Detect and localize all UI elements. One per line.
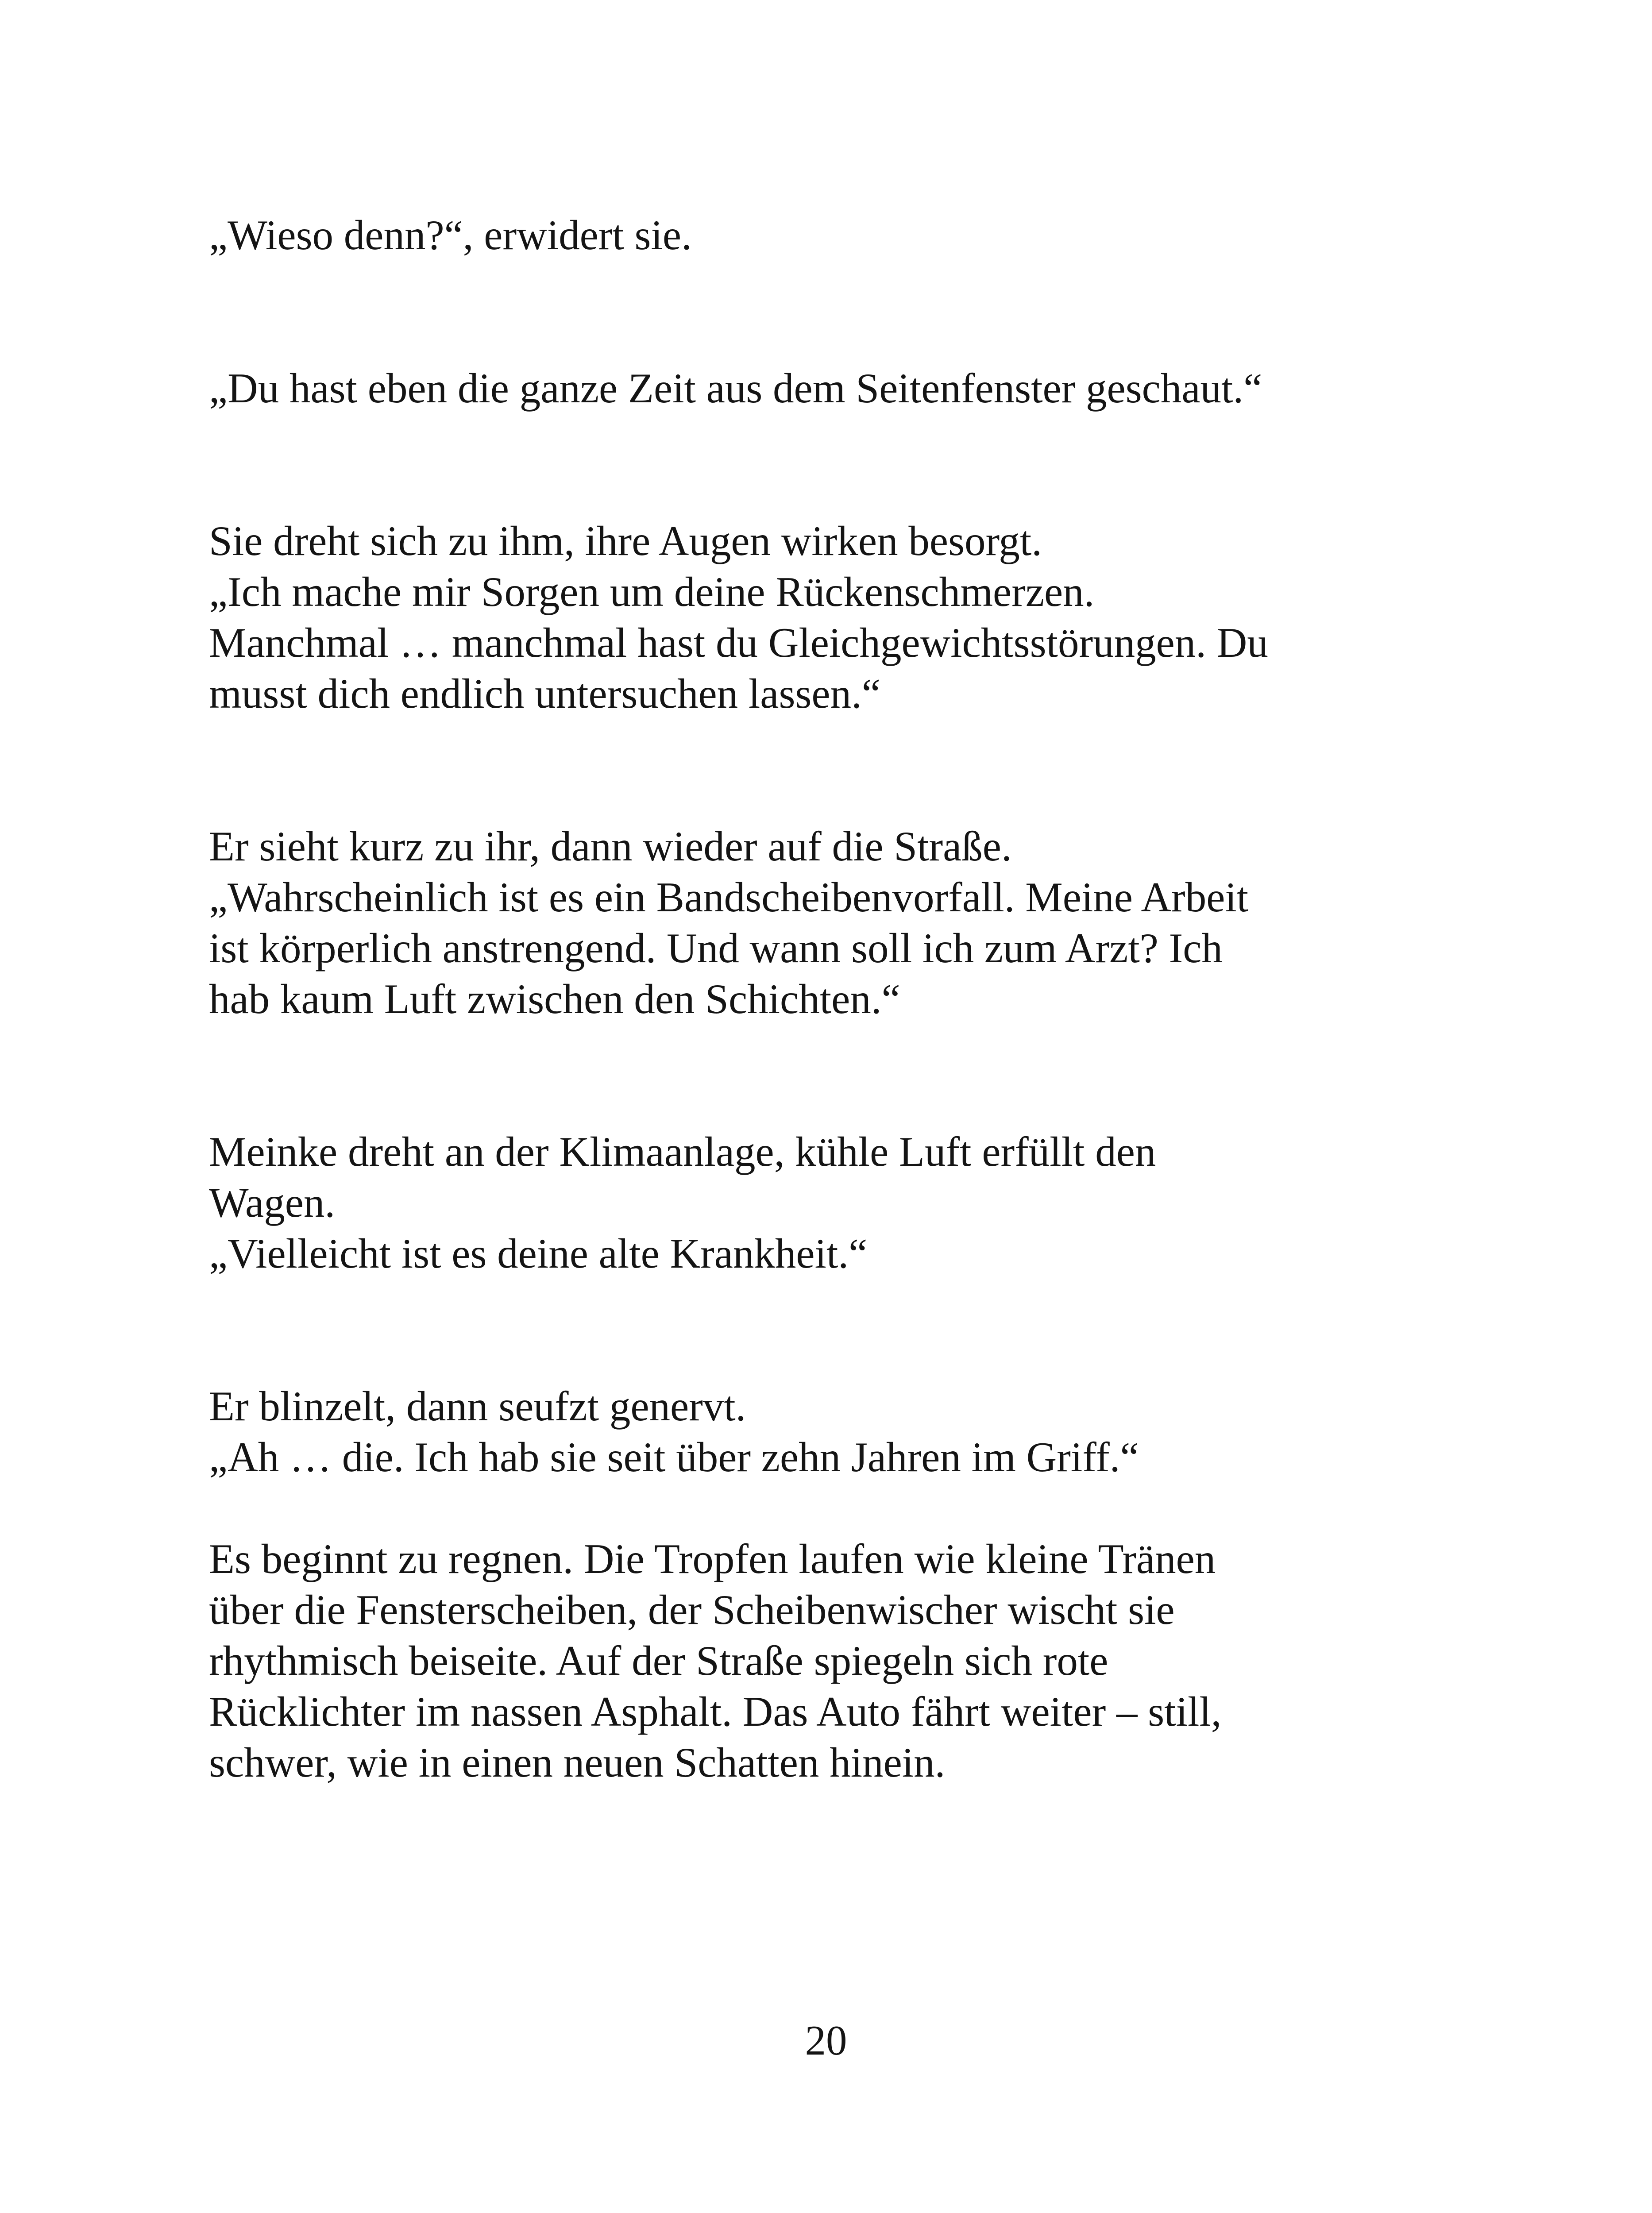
- text-line: Er blinzelt, dann seufzt genervt.: [209, 1383, 746, 1430]
- text-line: „Ah … die. Ich hab sie seit über zehn Jahren im Griff.“: [209, 1434, 1139, 1480]
- text-line: Manchmal … manchmal hast du Gleichgewichtsstörungen. Du: [209, 619, 1268, 666]
- paragraph: [209, 1534, 1404, 1788]
- text-line: „Wahrscheinlich ist es ein Bandscheibenvorfall. Meine Arbeit: [209, 874, 1249, 921]
- text-line: Rücklichter im nassen Asphalt. Das Auto fährt weiter – still,: [209, 1688, 1222, 1735]
- text-line: hab kaum Luft zwischen den Schichten.“: [209, 975, 900, 1022]
- text-line: Sie dreht sich zu ihm, ihre Augen wirken besorgt.: [209, 517, 1042, 564]
- paragraph: [209, 1381, 1404, 1483]
- text-line: musst dich endlich untersuchen lassen.“: [209, 670, 880, 717]
- paragraph: [209, 516, 1404, 719]
- text-line: ist körperlich anstrengend. Und wann soll ich zum Arzt? Ich: [209, 925, 1223, 972]
- text-line: über die Fensterscheiben, der Scheibenwischer wischt sie: [209, 1586, 1175, 1633]
- text-line: „Wieso denn?“, erwidert sie.: [209, 212, 692, 258]
- text-line: Wagen.: [209, 1179, 336, 1226]
- text-line: Er sieht kurz zu ihr, dann wieder auf die Straße.: [209, 823, 1012, 870]
- text-line: schwer, wie in einen neuen Schatten hinein.: [209, 1739, 946, 1786]
- paragraph: [209, 210, 1404, 261]
- page-number: 20: [805, 2017, 847, 2064]
- text-line: Es beginnt zu regnen. Die Tropfen laufen wie kleine Tränen: [209, 1535, 1216, 1582]
- paragraph: [209, 363, 1404, 414]
- text-line: „Vielleicht ist es deine alte Krankheit.“: [209, 1230, 868, 1277]
- text-line: „Du hast eben die ganze Zeit aus dem Seitenfenster geschaut.“: [209, 365, 1262, 412]
- text-line: Meinke dreht an der Klimaanlage, kühle Luft erfüllt den: [209, 1128, 1156, 1175]
- text-line: „Ich mache mir Sorgen um deine Rückenschmerzen.: [209, 568, 1095, 615]
- paragraph: [209, 821, 1404, 1025]
- paragraph: [209, 1126, 1404, 1279]
- text-line: rhythmisch beiseite. Auf der Straße spiegeln sich rote: [209, 1637, 1108, 1684]
